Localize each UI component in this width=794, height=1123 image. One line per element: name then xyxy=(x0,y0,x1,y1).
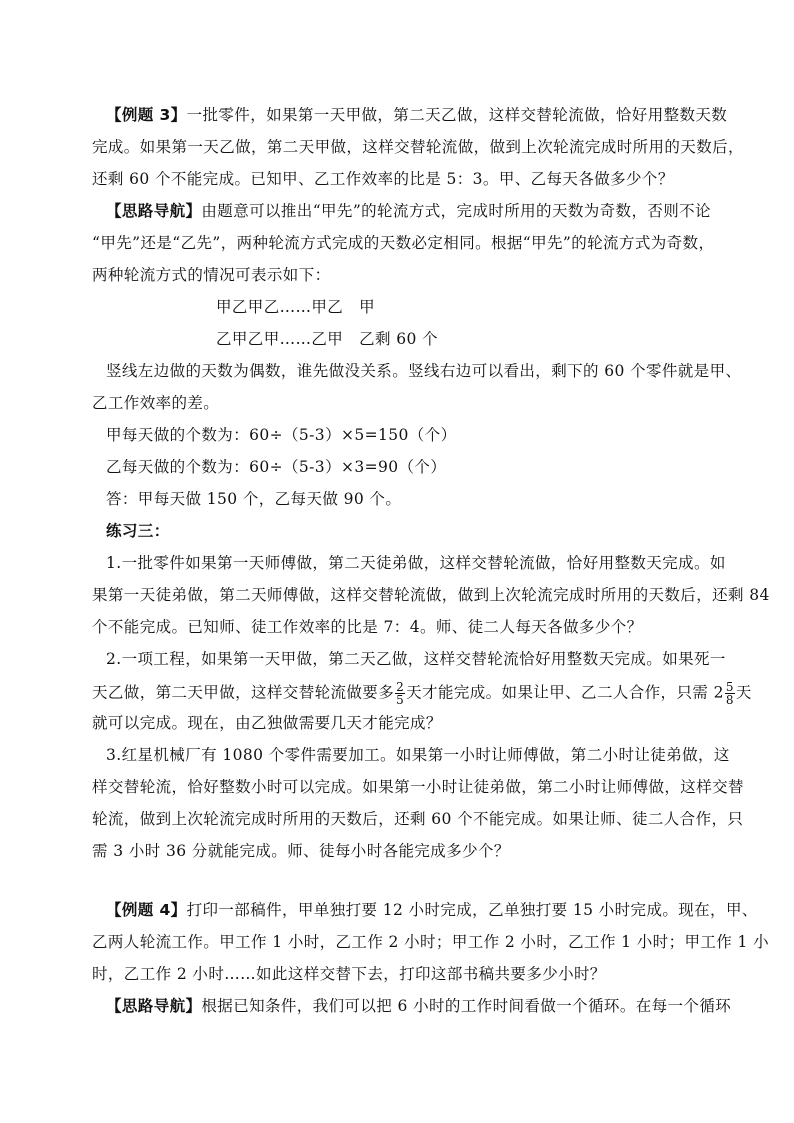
thinking-3-label: 【思路导航】 xyxy=(106,202,202,220)
practice-3-line-3: 轮流，做到上次轮流完成时所用的天数后，还剩 60 个不能完成。如果让师、徒二人合作，只 xyxy=(92,810,744,828)
sequence-yi-first: 乙甲乙甲……乙甲 乙剩 60 个 xyxy=(216,330,438,348)
thinking-3-line-2: “甲先”还是“乙先”，两种轮流方式完成的天数必定相同。根据“甲先”的轮流方式为奇数， xyxy=(92,234,715,252)
answer-3: 答：甲每天做 150 个，乙每天做 90 个。 xyxy=(106,490,402,508)
thinking-3-text-1: 由题意可以推出“甲先”的轮流方式，完成时所用的天数为奇数，否则不论 xyxy=(201,202,711,220)
practice-2-text-a: 天乙做，第二天甲做，这样交替轮流做要多 xyxy=(92,683,395,702)
fraction-two-fifths xyxy=(395,681,405,706)
thinking-3-line-3: 两种轮流方式的情况可表示如下： xyxy=(92,266,331,284)
thinking-3-line-1 xyxy=(106,201,711,221)
practice-title: 练习三： xyxy=(106,522,170,540)
example-4-line-3: 时，乙工作 2 小时……如此这样交替下去，打印这部书稿共要多少小时？ xyxy=(92,965,606,983)
practice-2-line-2 xyxy=(92,681,752,706)
fraction-numerator: 2 xyxy=(396,680,405,694)
practice-2-line-1: 2.一项工程，如果第一天甲做，第二天乙做，这样交替轮流恰好用整数天完成。如果死一 xyxy=(106,650,726,668)
fraction-numerator: 5 xyxy=(725,680,734,694)
practice-3-line-4: 需 3 小时 36 分就能完成。师、徒每小时各能完成多少个？ xyxy=(92,842,510,860)
example-3-line-1 xyxy=(106,105,727,125)
fraction-five-eighths xyxy=(725,681,735,706)
example-3-text-1: 一批零件，如果第一天甲做，第二天乙做，这样交替轮流做，恰好用整数天数 xyxy=(186,106,728,124)
fraction-denominator: 8 xyxy=(725,693,734,707)
example-4-text-1: 打印一部稿件，甲单独打要 12 小时完成，乙单独打要 15 小时完成。现在，甲、 xyxy=(186,901,758,919)
practice-3-line-2: 样交替轮流，恰好整数小时可以完成。如果第一小时让徒弟做，第二小时让师傅做，这样交替 xyxy=(92,778,744,796)
practice-2-text-b: 天才能完成。如果让甲、乙二人合作，只需 2 xyxy=(406,683,724,702)
calculation-yi: 乙每天做的个数为：60÷（5-3）×3=90（个） xyxy=(106,458,447,476)
practice-1-line-3: 个不能完成。已知师、徒工作效率的比是 7：4。师、徒二人每天各做多少个？ xyxy=(92,618,643,636)
practice-2-text-c: 天 xyxy=(735,683,752,702)
calculation-jia: 甲每天做的个数为：60÷（5-3）×5=150（个） xyxy=(106,426,457,444)
example-3-label: 【例题 3】 xyxy=(106,106,187,124)
sequence-jia-first: 甲乙甲乙……甲乙 甲 xyxy=(216,298,376,316)
practice-3-line-1: 3.红星机械厂有 1080 个零件需要加工。如果第一小时让师傅做，第二小时让徒弟做，这 xyxy=(106,746,730,764)
thinking-3-line-5: 乙工作效率的差。 xyxy=(92,394,220,412)
practice-1-line-2: 果第一天徒弟做，第二天师傅做，这样交替轮流做，做到上次轮流完成时所用的天数后，还剩 84 xyxy=(92,586,770,604)
example-3-line-3: 还剩 60 个不能完成。已知甲、乙工作效率的比是 5：3。甲、乙每天各做多少个？ xyxy=(92,170,674,188)
example-4-label: 【例题 4】 xyxy=(106,901,187,919)
example-4-line-2: 乙两人轮流工作。甲工作 1 小时，乙工作 2 小时；甲工作 2 小时，乙工作 1 小时；甲工作 1 小 xyxy=(92,933,769,951)
example-3-line-2: 完成。如果第一天乙做，第二天甲做，这样交替轮流做，做到上次轮流完成时所用的天数后， xyxy=(92,138,744,156)
thinking-3-line-4: 竖线左边做的天数为偶数，谁先做没关系。竖线右边可以看出，剩下的 60 个零件就是甲、 xyxy=(106,362,742,380)
practice-1-line-1: 1.一批零件如果第一天师傅做，第二天徒弟做，这样交替轮流做，恰好用整数天完成。如 xyxy=(106,554,726,572)
example-4-line-1 xyxy=(106,900,758,920)
practice-2-line-3: 就可以完成。现在，由乙独做需要几天才能完成？ xyxy=(92,714,442,732)
fraction-denominator: 5 xyxy=(396,693,405,707)
thinking-4-label: 【思路导航】 xyxy=(106,997,202,1015)
thinking-4-text-1: 根据已知条件，我们可以把 6 小时的工作时间看做一个循环。在每一个循环 xyxy=(201,997,732,1015)
thinking-4-line-1 xyxy=(106,996,731,1016)
